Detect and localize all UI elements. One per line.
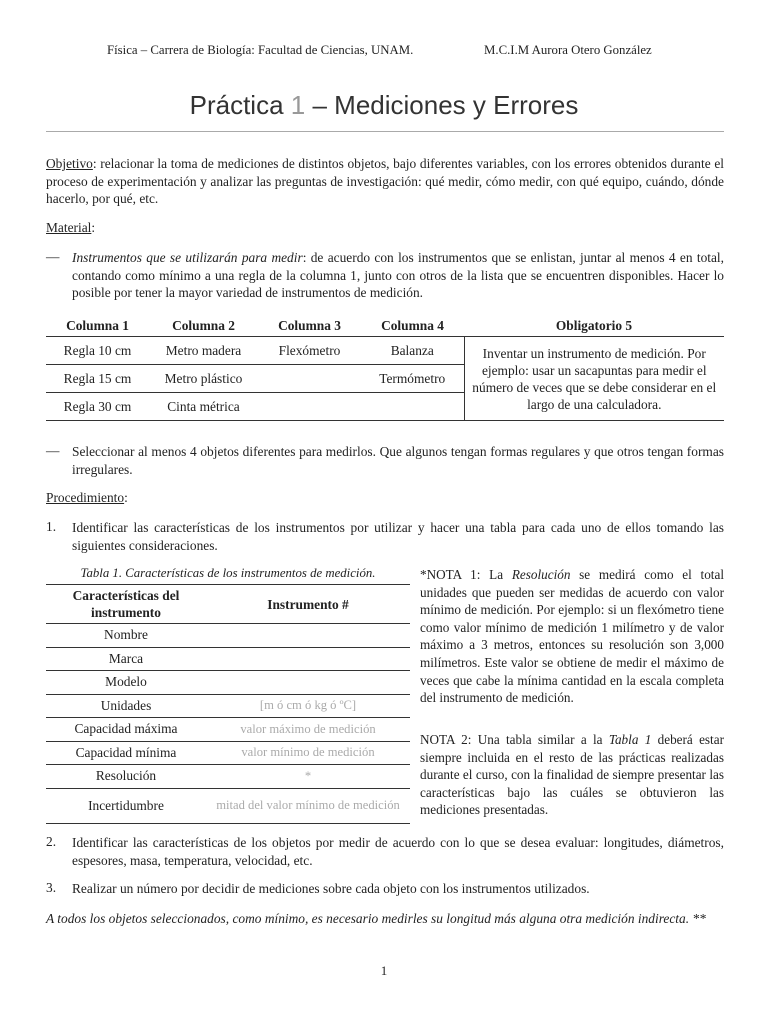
objective-paragraph: [46, 155, 724, 208]
page-title: [0, 90, 768, 121]
objective-text: : relacionar la toma de mediciones de distintos objetos, bajo diferentes variables, con los errores obtenidos durante el proceso de experimentación y analizar las preguntas de investigación: qué medir, cómo medir, con qué equipo, cuándo, dónde hacerlo, por qué, etc.: [46, 156, 724, 206]
title-prefix: Práctica: [189, 90, 291, 120]
table-cell: Termómetro: [361, 365, 464, 393]
note-1-text-a: La: [480, 567, 512, 582]
note-2-text-a: Una tabla similar a la: [471, 732, 609, 747]
procedure-label: Procedimiento: [46, 490, 125, 505]
row-label: Resolución: [46, 765, 206, 789]
table-row: [46, 765, 410, 789]
table-cell: Cinta métrica: [149, 393, 258, 421]
table-cell: Metro plástico: [149, 365, 258, 393]
header-author: M.C.I.M Aurora Otero González: [484, 43, 652, 57]
row-label: Incertidumbre: [46, 788, 206, 823]
row-label: Marca: [46, 647, 206, 671]
row-hint: valor máximo de medición: [206, 718, 410, 742]
note-1-mark: *NOTA 1:: [420, 567, 481, 582]
row-label: Unidades: [46, 694, 206, 718]
table-row: [46, 741, 410, 765]
table-cell: Metro madera: [149, 337, 258, 365]
header-course: Física – Carrera de Biología: Facultad de Ciencias, UNAM.: [107, 43, 414, 57]
step-2-text: Identificar las características de los objetos por medir de acuerdo con lo que se desea evaluar: longitudes, diámetros, espesores, masa, temperatura, velocidad, etc.: [72, 835, 724, 868]
title-suffix: – Mediciones y Errores: [305, 90, 579, 120]
note-1-italic: Resolución: [511, 567, 571, 582]
table-cell: Regla 30 cm: [46, 393, 149, 421]
material-item-2: Seleccionar al menos 4 objetos diferentes para medirlos. Que algunos tengan formas regulares y que otros tengan formas irregulares.: [72, 444, 724, 477]
material-item-1-italic: Instrumentos que se utilizarán para medir: [72, 250, 303, 265]
table-cell: [258, 365, 361, 393]
row-hint: *: [206, 765, 410, 789]
note-2-text-b: deberá estar siempre incluida en el resto de las prácticas realizadas durante el curso, con la finalidad de siempre presentar las características bajo las cuáles se obtuvieron las mediciones presentadas.: [420, 732, 724, 818]
material-item-1-text: : de acuerdo con los instrumentos que se enlistan, juntar al menos 4 en total, contando como mínimo a una regla de la columna 1, junto con otros de la lista que se encuentren disponibles. Hacer lo posible por tener la mayor variedad de instrumentos de medición.: [72, 250, 724, 300]
step-3-text: Realizar un número por decidir de mediciones sobre cada objeto con los instrumentos utilizados.: [72, 881, 590, 896]
note-2-mark: NOTA 2:: [420, 732, 472, 747]
note-2-italic: Tabla 1: [608, 732, 652, 747]
row-hint: [206, 671, 410, 695]
row-hint: valor mínimo de medición: [206, 741, 410, 765]
col-header-2: Columna 2: [149, 316, 258, 337]
step-1-number: 1.: [46, 519, 57, 534]
step-2-number: 2.: [46, 834, 57, 849]
material-heading: Material:: [46, 220, 96, 235]
material-item-1: [72, 249, 724, 302]
row-hint: [206, 624, 410, 648]
step-1-text: Identificar las características de los instrumentos por utilizar y hacer una tabla para cada uno de ellos tomando las siguientes consideraciones.: [72, 520, 724, 553]
col-header-3: Columna 3: [258, 316, 361, 337]
table-cell: [258, 393, 361, 421]
table-row: [46, 671, 410, 695]
final-note: A todos los objetos seleccionados, como mínimo, es necesario medirles su longitud más alguna otra medición indirecta. **: [46, 911, 706, 926]
col-header-5: Obligatorio 5: [464, 316, 724, 337]
note-1-text-b: se medirá como el total unidades que pueden ser medidas de acuerdo con valor mínimo de medición. Por ejemplo: si un flexómetro tiene como valor mínimo de medición 1 milímetro y de valor máximo a 3 metros, entonces su resolución son 3,000 milímetros. Este valor se obtiene de medir el máximo de veces que cabe la mínima cantidad en la escala completa del instrumento de medición.: [420, 567, 724, 706]
instrument-characteristics-table: [46, 584, 410, 824]
material-dash-2: —: [46, 443, 60, 458]
table-cell: Flexómetro: [258, 337, 361, 365]
title-divider: [46, 131, 724, 132]
row-hint: [m ó cm ó kg ó ºC]: [206, 694, 410, 718]
table-cell: Balanza: [361, 337, 464, 365]
table-row: [46, 694, 410, 718]
table-cell: Regla 10 cm: [46, 337, 149, 365]
row-hint: mitad del valor mínimo de medición: [206, 788, 410, 823]
row-label: Modelo: [46, 671, 206, 695]
objective-label: Objetivo: [46, 156, 93, 171]
step-3-number: 3.: [46, 880, 57, 895]
page-number: 1: [380, 963, 388, 978]
table-cell: [361, 393, 464, 421]
row-hint: [206, 647, 410, 671]
note-1: [420, 566, 724, 707]
table1-header-right: Instrumento #: [206, 585, 410, 624]
mandatory-instrument-cell: Inventar un instrumento de medición. Por ejemplo: usar un sacapuntas para medir el número de veces que se debe considerar en el largo de una calculadora.: [464, 337, 724, 421]
row-label: Capacidad mínima: [46, 741, 206, 765]
table-row: [46, 788, 410, 823]
title-number: 1: [290, 90, 306, 120]
table1-header-left: Características del instrumento: [46, 585, 206, 624]
row-label: Nombre: [46, 624, 206, 648]
instruments-table: [46, 316, 724, 421]
table-row: [46, 647, 410, 671]
col-header-4: Columna 4: [361, 316, 464, 337]
table-row: [46, 624, 410, 648]
procedure-heading: Procedimiento:: [46, 490, 128, 505]
material-dash-1: —: [46, 249, 60, 264]
note-2: [420, 731, 724, 819]
row-label: Capacidad máxima: [46, 718, 206, 742]
table-row: [46, 718, 410, 742]
table-cell: Regla 15 cm: [46, 365, 149, 393]
col-header-1: Columna 1: [46, 316, 149, 337]
table1-caption: Tabla 1. Características de los instrumentos de medición.: [80, 566, 376, 580]
material-label: Material: [46, 220, 92, 235]
table-row: [46, 337, 724, 365]
